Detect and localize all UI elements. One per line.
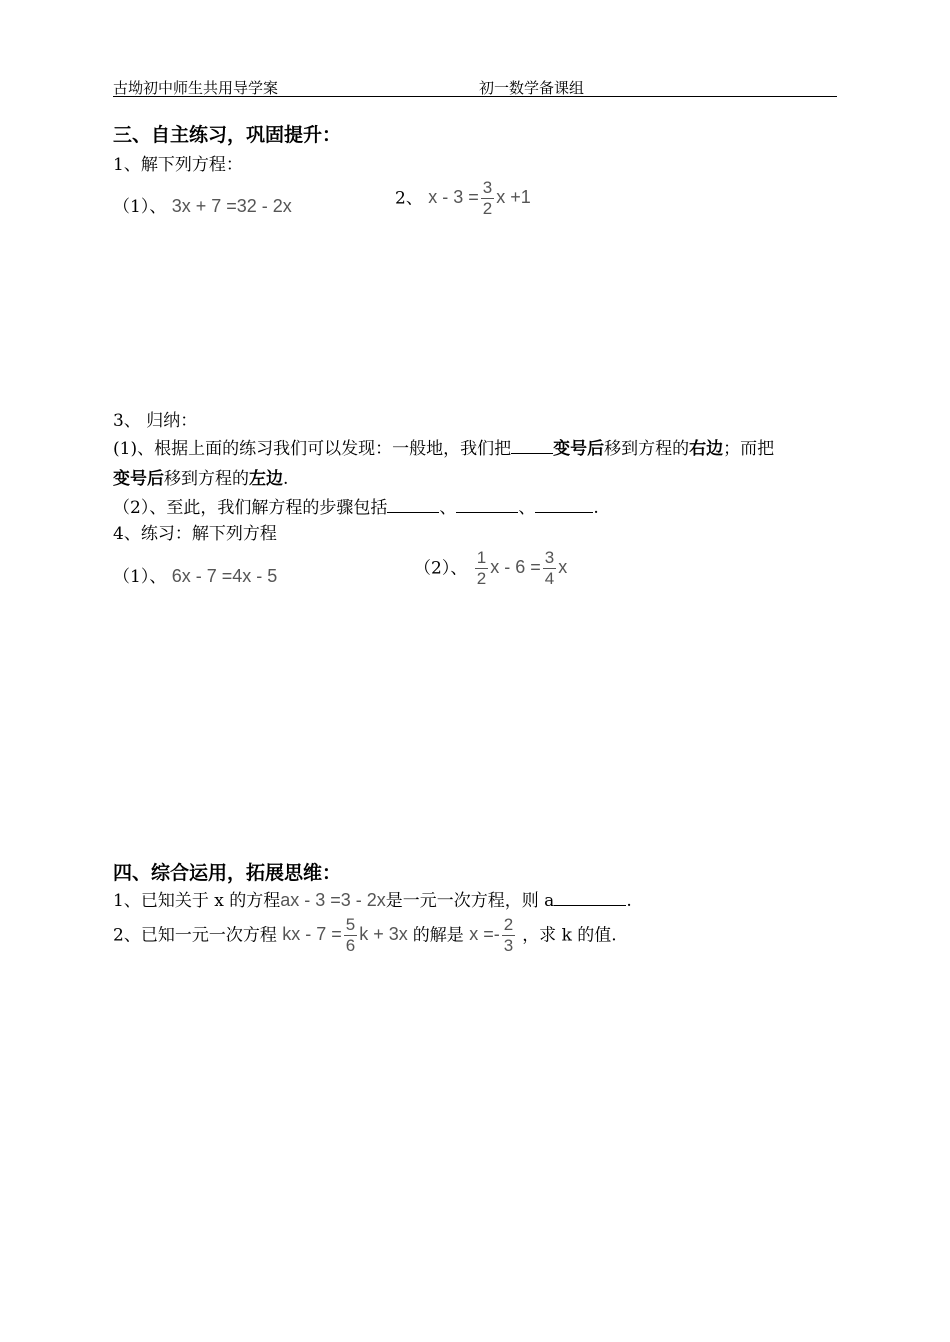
fraction-denominator: 6 — [345, 936, 356, 955]
question-1a — [113, 192, 292, 217]
question-4b-eq-right: x — [558, 557, 568, 578]
q3-2-end: . — [593, 498, 599, 518]
fraction-denominator: 3 — [503, 936, 514, 955]
question-1-label: 1、解下列方程： — [113, 155, 243, 175]
fill-blank[interactable] — [511, 438, 553, 454]
question-2-eq-left: x - 3 = — [428, 187, 479, 208]
section-4-question-1 — [113, 886, 632, 911]
fraction-numerator: 5 — [345, 915, 356, 934]
q3-1-line2-bold-term: 变号后 — [113, 469, 164, 489]
separator: 、 — [439, 498, 457, 518]
fill-blank[interactable] — [387, 497, 439, 513]
header-right: 初一数学备课组 — [479, 79, 585, 97]
fill-blank[interactable] — [535, 497, 593, 513]
question-3-label: 3、 归纳： — [113, 411, 198, 431]
question-2-fraction — [481, 178, 494, 219]
s4-q1-equation: ax - 3 =3 - 2x — [280, 890, 386, 910]
q3-1-bold-term: 变号后 — [553, 439, 605, 459]
fraction-numerator: 1 — [476, 548, 487, 567]
question-4b-fraction-1 — [475, 548, 488, 589]
question-4b — [414, 548, 567, 589]
s4-q2-fraction — [344, 915, 357, 956]
question-4b-equation — [473, 548, 568, 588]
s4-q2-eq-left: kx - 7 = — [282, 924, 342, 945]
question-4a-label: （1）、 — [113, 567, 167, 587]
s4-q2-eq-right: k + 3x — [359, 924, 408, 945]
question-3-1-line1 — [113, 434, 774, 459]
fraction-numerator: 3 — [544, 548, 555, 567]
s4-q2-text-mid: 的解是 — [412, 925, 464, 946]
s4-q2-text-end: ，求 k 的值. — [522, 925, 617, 946]
question-4-label: 4、练习：解下列方程 — [113, 524, 277, 544]
s4-q2-solution — [469, 915, 522, 955]
fill-blank[interactable] — [554, 890, 626, 906]
section-4-question-2 — [113, 915, 617, 956]
header-left: 古坳初中师生共用导学案 — [113, 79, 279, 97]
q3-1-line2-end: . — [283, 469, 289, 489]
s4-q2-sol-fraction — [502, 915, 515, 956]
question-3-1-line2 — [113, 464, 288, 489]
header-rule — [113, 96, 837, 97]
question-2 — [395, 178, 531, 219]
q3-1-bold-right: 右边 — [689, 439, 724, 459]
fraction-denominator: 2 — [482, 199, 493, 218]
question-2-label: 2、 — [395, 188, 423, 209]
question-4a — [113, 562, 277, 587]
question-3-2 — [113, 493, 599, 518]
section-3-title: 三、自主练习，巩固提升： — [113, 124, 342, 146]
question-4b-label: （2）、 — [414, 558, 468, 579]
q3-1-text-end: ；而把 — [723, 439, 775, 459]
question-4a-equation: 6x - 7 =4x - 5 — [171, 566, 278, 586]
s4-q1-text-start: 1、已知关于 x 的方程 — [113, 891, 281, 911]
section-4-title: 四、综合运用，拓展思维： — [113, 862, 342, 884]
fill-blank[interactable] — [456, 497, 518, 513]
q3-1-text-start: (1)、根据上面的练习我们可以发现：一般地，我们把 — [113, 439, 512, 459]
question-2-equation — [428, 178, 531, 218]
question-4b-fraction-2 — [543, 548, 556, 589]
fraction-numerator: 2 — [503, 915, 514, 934]
question-1a-label: （1）、 — [113, 197, 167, 217]
s4-q1-text-end: 是一元一次方程，则 a — [385, 891, 555, 911]
question-4b-eq-mid: x - 6 = — [490, 557, 541, 578]
fraction-numerator: 3 — [482, 178, 493, 197]
fraction-denominator: 2 — [476, 569, 487, 588]
fraction-denominator: 4 — [544, 569, 555, 588]
s4-q2-equation — [282, 915, 413, 955]
question-2-eq-right: x +1 — [496, 187, 531, 208]
q3-1-text-mid: 移到方程的 — [604, 439, 690, 459]
q3-2-text: （2）、至此，我们解方程的步骤包括 — [113, 498, 388, 518]
q3-1-line2-text-mid: 移到方程的 — [164, 469, 249, 489]
q3-1-line2-bold-left: 左边 — [249, 469, 283, 489]
s4-q1-tail: . — [626, 891, 632, 911]
s4-q2-sol-left: x =- — [469, 924, 500, 945]
question-1a-equation: 3x + 7 =32 - 2x — [171, 196, 292, 216]
s4-q2-text-start: 2、已知一元一次方程 — [113, 925, 277, 946]
separator: 、 — [518, 498, 536, 518]
